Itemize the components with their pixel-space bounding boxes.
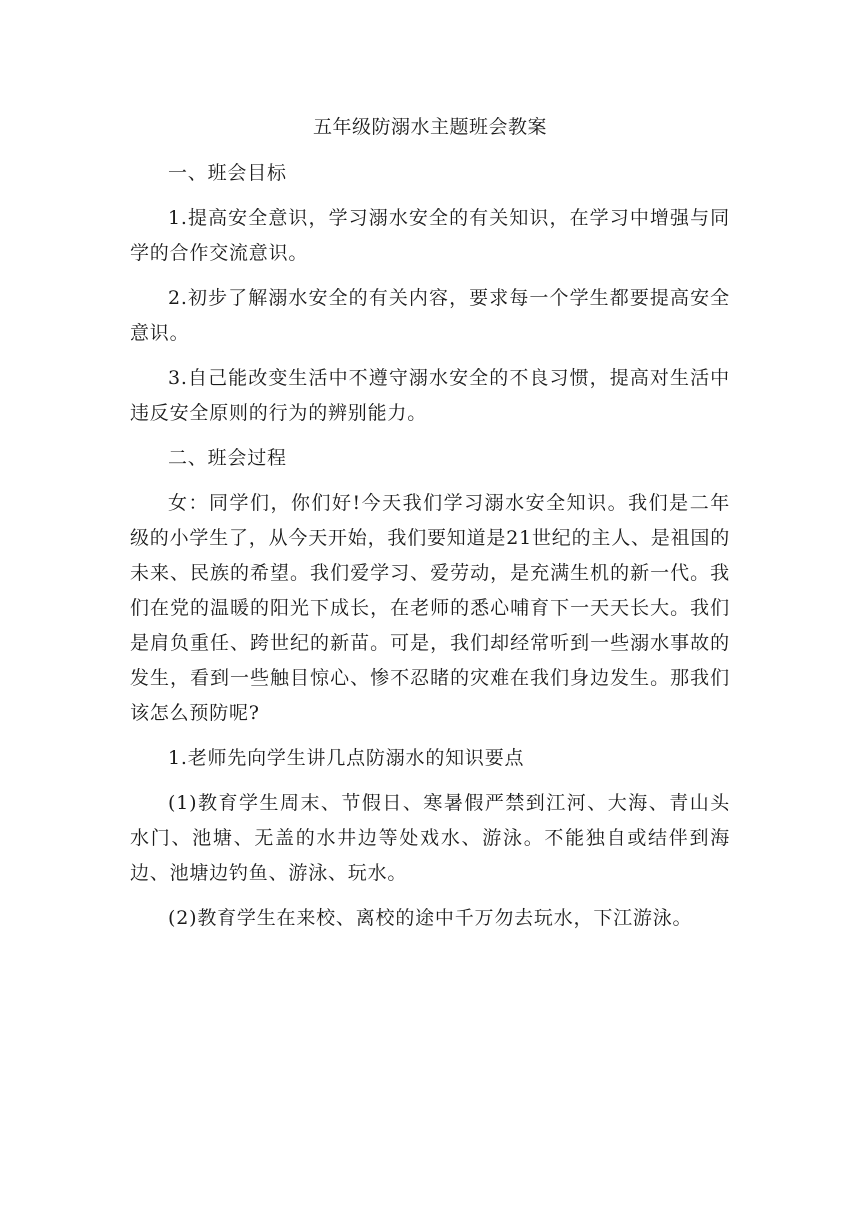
knowledge-point-1: (1)教育学生周末、节假日、寒暑假严禁到江河、大海、青山头水门、池塘、无盖的水井边等处戏水、游泳。不能独自或结伴到海边、池塘边钓鱼、游泳、玩水。 — [130, 792, 730, 884]
document-body — [130, 112, 730, 946]
intro-paragraph: 女：同学们，你们好!今天我们学习溺水安全知识。我们是二年级的小学生了，从今天开始，我们要知道是21世纪的主人、是祖国的未来、民族的希望。我们爱学习、爱劳动，是充满生机的新一代。我们在党的温暖的阳光下成长，在老师的悉心哺育下一天天长大。我们是肩负重任、跨世纪的新苗。可是，我们却经常听到一些溺水事故的发生，看到一些触目惊心、惨不忍睹的灾难在我们身边发生。那我们该怎么预防呢? — [130, 492, 730, 724]
process-step-1: 1.老师先向学生讲几点防溺水的知识要点 — [168, 747, 525, 769]
knowledge-point-2: (2)教育学生在来校、离校的途中千万勿去玩水，下江游泳。 — [168, 907, 693, 929]
section-heading-process: 二、班会过程 — [168, 447, 287, 469]
goal-item-1: 1.提高安全意识，学习溺水安全的有关知识，在学习中增强与同学的合作交流意识。 — [130, 207, 730, 264]
section-heading-goals: 一、班会目标 — [168, 162, 287, 184]
goal-item-2: 2.初步了解溺水安全的有关内容，要求每一个学生都要提高安全意识。 — [130, 287, 730, 344]
document-title: 五年级防溺水主题班会教案 — [312, 116, 547, 138]
goal-item-3: 3.自己能改变生活中不遵守溺水安全的不良习惯，提高对生活中违反安全原则的行为的辨别能力。 — [130, 367, 730, 424]
